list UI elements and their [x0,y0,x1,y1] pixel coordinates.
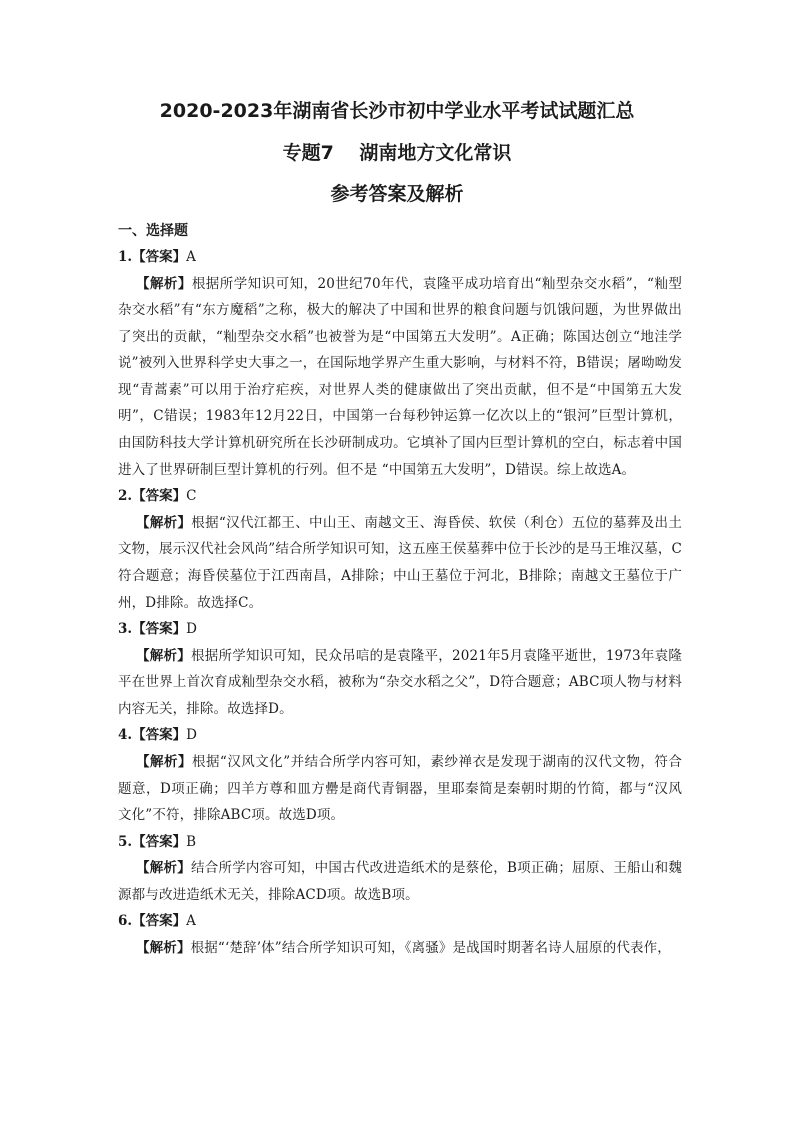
question-item-4 [118,722,682,828]
topic-title: 专题7 湖南地方文化常识 [282,142,512,164]
analysis-text: 结合所学内容可知，中国古代改进造纸术的是蔡伦，B项正确；屈原、王船山和魏源都与改进造纸术无关，排除ACD项。故选B项。 [118,860,682,903]
question-item-1 [118,244,682,483]
analysis-paragraph [118,749,682,829]
analysis-tag: 【解析】 [136,753,192,770]
document-title: 2020-2023年湖南省长沙市初中学业水平考试试题汇总 [159,100,635,122]
answer-tag: 【答案】 [132,913,187,930]
answer-content [118,218,682,961]
answer-line [118,908,682,935]
question-number: 5. [118,833,133,850]
answer-value: D [186,727,197,744]
analysis-text: 根据“汉代江都王、中山王、南越文王、海昏侯、软侯（利仓）五位的墓葬及出土文物，展示汉代社会风尚”结合所学知识可知，这五座王侯墓葬中位于长沙的是马王堆汉墓，C符合题意；海昏侯墓位于江西南昌，A排除；中山王墓位于河北，B排除；南越文王墓位于广州，D排除。故选择C。 [118,514,682,611]
analysis-text: 根据“‘楚辞’体”结合所学知识可知，《离骚》是战国时期著名诗人屈原的代表作， [190,939,671,956]
analysis-tag: 【解析】 [136,860,191,877]
answer-value: D [186,621,197,638]
question-number: 3. [118,621,133,638]
answer-line [118,244,682,271]
question-item-2 [118,483,682,616]
question-item-3 [118,616,682,722]
analysis-tag: 【解析】 [136,275,192,292]
question-item-6 [118,908,682,961]
analysis-paragraph [118,855,682,908]
answer-line [118,722,682,749]
analysis-paragraph [118,643,682,723]
question-number: 2. [118,488,133,505]
answer-line [118,829,682,856]
answer-tag: 【答案】 [132,488,187,505]
analysis-text: 根据所学知识可知，20世纪70年代，袁隆平成功培育出“籼型杂交水稻”，“籼型杂交水稻”有“东方魔稻”之称，极大的解决了中国和世界的粮食问题与饥饿问题，为世界做出了突出的贡献，“籼型杂交水稻”也被誉为是“中国第五大发明”。A正确；陈国达创立“地洼学说”被列入世界科学史大事之一，在国际地学界产生重大影响，与材料不符，B错误；屠呦呦发现“青蒿素”可以用于治疗疟疾，对世界人类的健康做出了突出贡献，但不是“中国第五大发明”，C错误；1983年12月22日，中国第一台每秒钟运算一亿次以上的“银河”巨型计算机，由国防科技大学计算机研究所在长沙研制成功。它填补了国内巨型计算机的空白，标志着中国进入了世界研制巨型计算机的行列。但不是 “中国第五大发明”，D错误。综上故选A。 [118,275,682,478]
analysis-tag: 【解析】 [136,514,192,531]
answer-value: B [186,833,197,850]
answer-line [118,483,682,510]
analysis-paragraph [118,271,682,484]
question-number: 4. [118,727,133,744]
answer-tag: 【答案】 [132,833,187,850]
answer-value: A [186,913,196,930]
analysis-tag: 【解析】 [136,647,191,664]
answer-value: C [186,488,197,505]
answer-tag: 【答案】 [132,249,187,265]
question-item-5 [118,829,682,909]
section-heading: 一、选择题 [118,223,188,239]
question-number: 6. [118,913,133,930]
analysis-text: 根据所学知识可知，民众吊唁的是袁隆平，2021年5月袁隆平逝世，1973年袁隆平在世界上首次育成籼型杂交水稻，被称为“杂交水稻之父”，D符合题意；ABC项人物与材料内容无关，排除。故选择D。 [118,647,682,717]
analysis-paragraph [118,510,682,616]
answer-tag: 【答案】 [132,727,187,744]
answer-tag: 【答案】 [132,621,187,638]
subtitle: 参考答案及解析 [330,183,464,205]
question-number: 1. [118,249,133,265]
analysis-text: 根据“汉风文化”并结合所学内容可知，素纱禅衣是发现于湖南的汉代文物，符合题意，D项正确；四羊方尊和皿方罍是商代青铜器，里耶秦简是秦朝时期的竹简，都与“汉风文化”不符，排除ABC项。故选D项。 [118,753,682,824]
answer-value: A [186,249,196,265]
answer-line [118,616,682,643]
analysis-tag: 【解析】 [136,939,191,956]
analysis-paragraph [118,935,682,962]
